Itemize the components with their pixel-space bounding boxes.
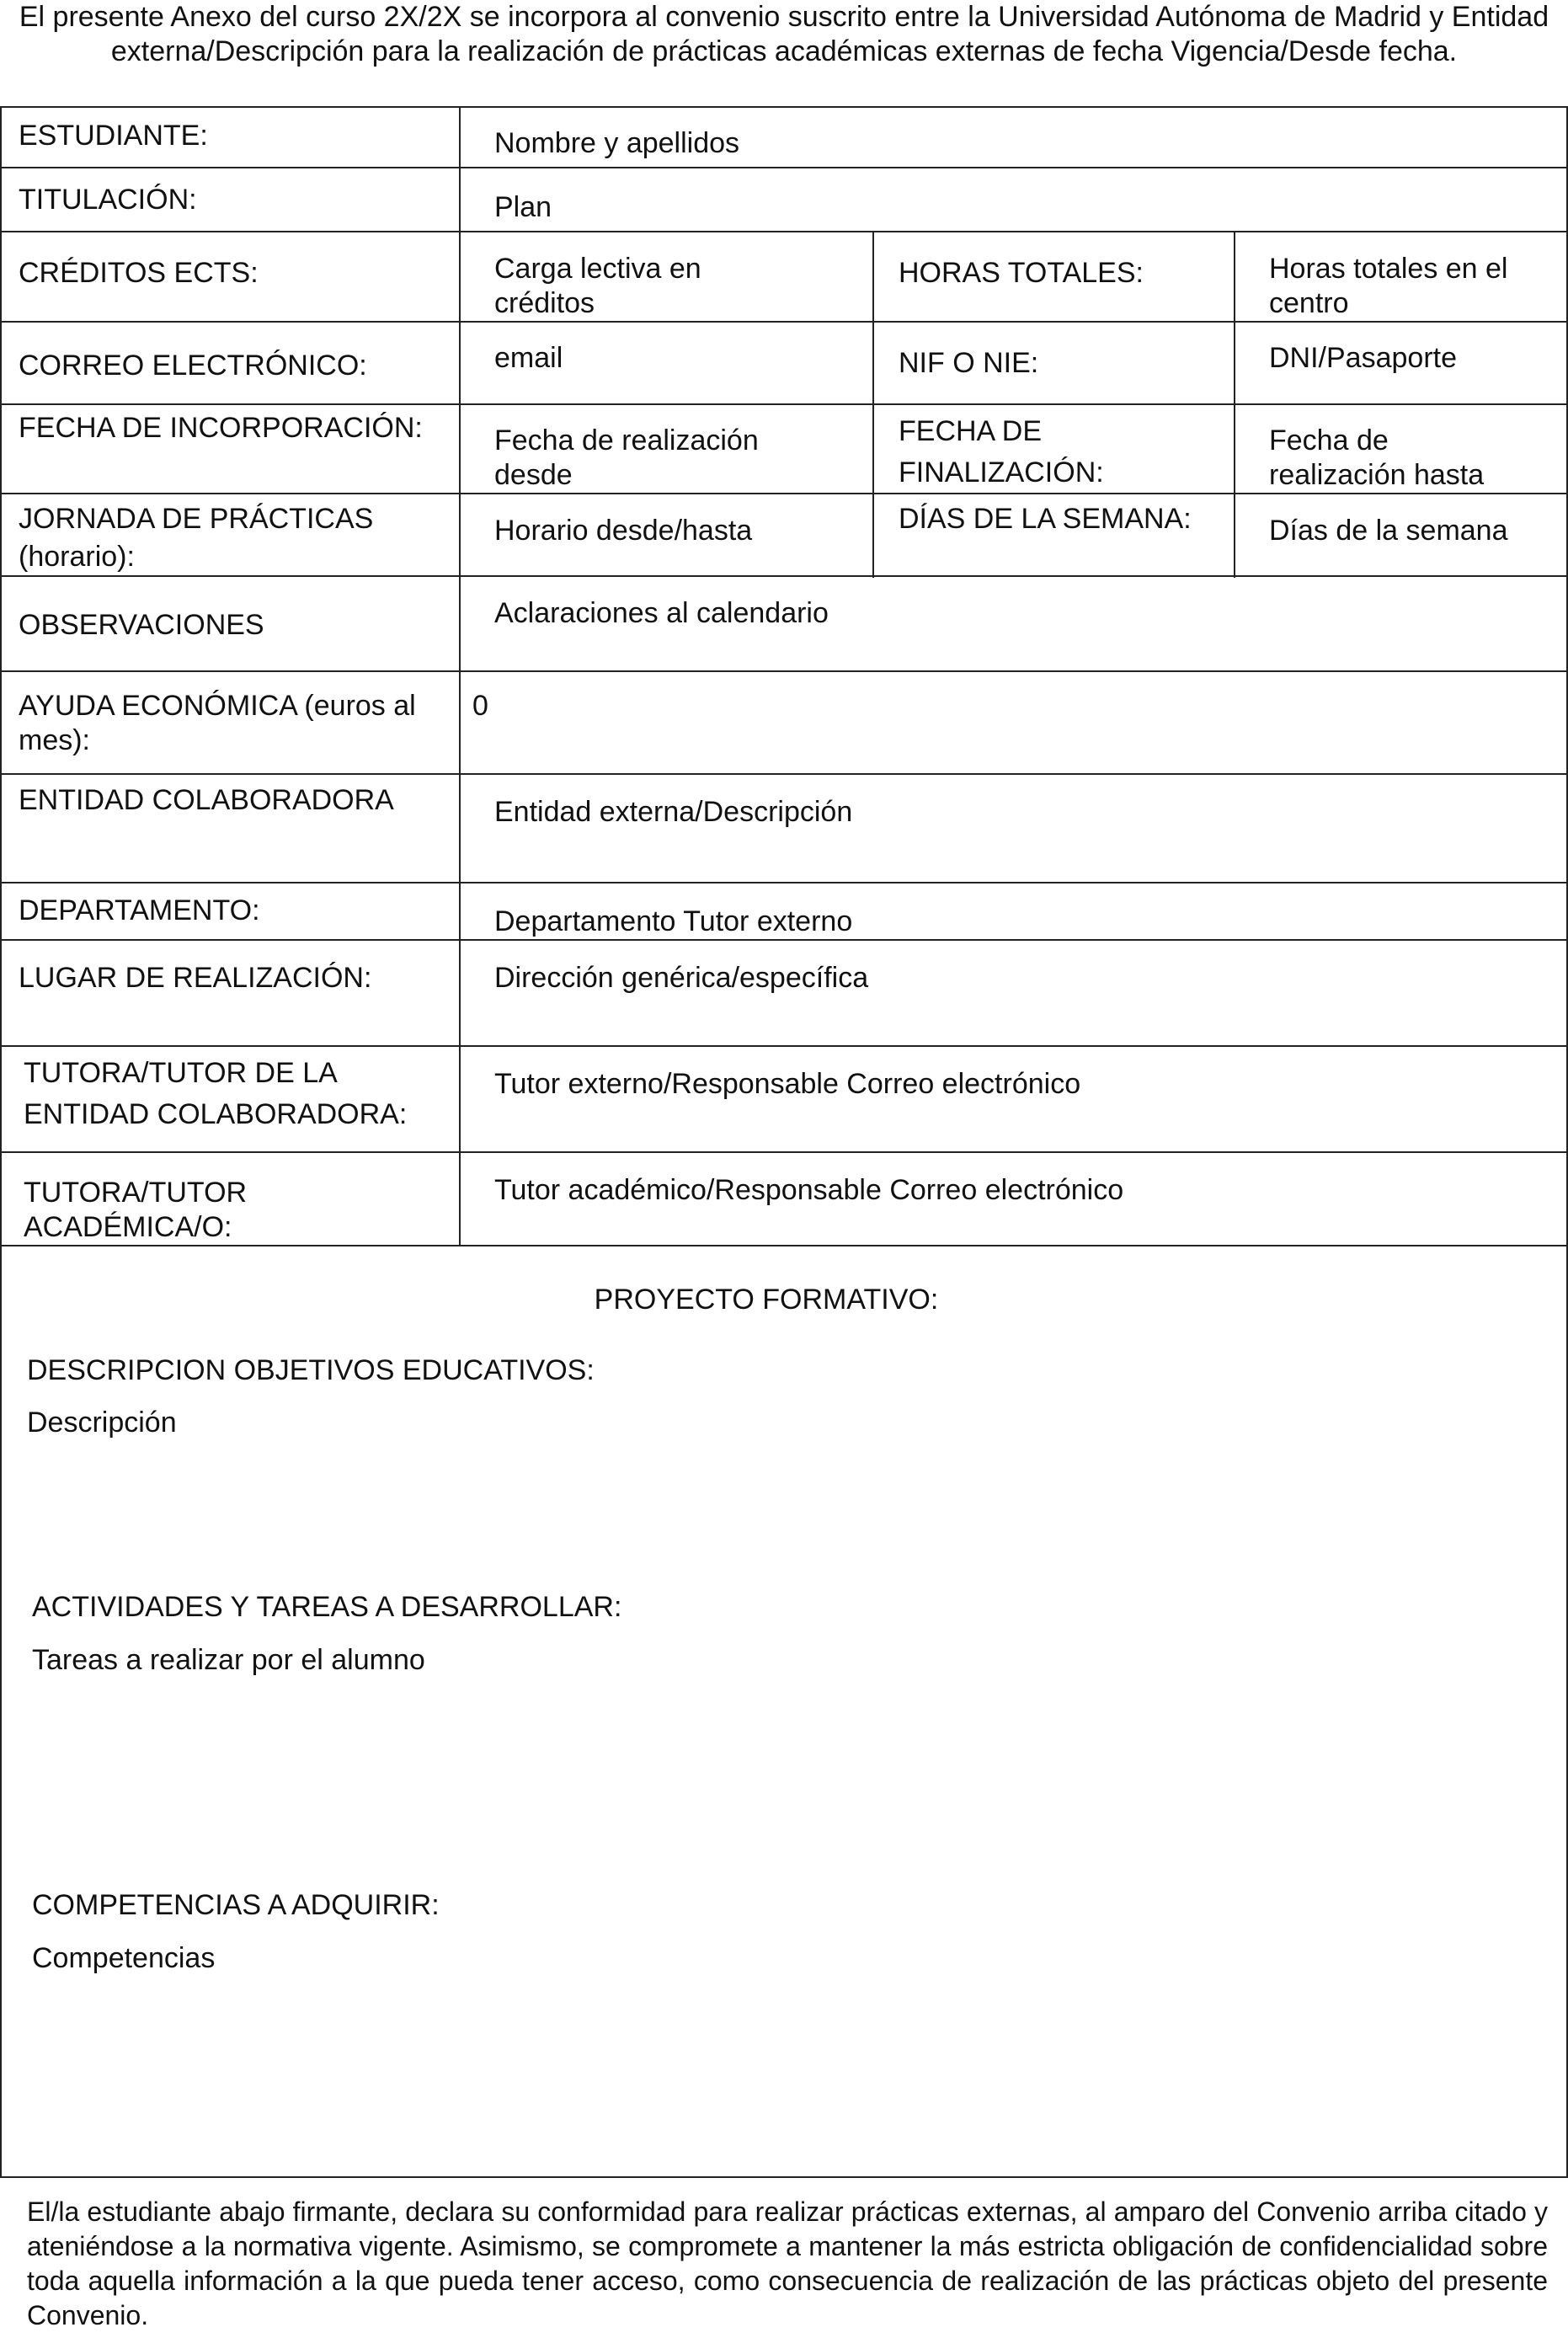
departamento-value: Departamento Tutor externo — [494, 905, 853, 937]
observaciones-label: OBSERVACIONES — [19, 609, 264, 641]
jornada-value: Horario desde/hasta — [494, 515, 753, 547]
horas-label: HORAS TOTALES: — [899, 257, 1144, 289]
titulacion-label: TITULACIÓN: — [19, 184, 197, 216]
ayuda-value: 0 — [472, 690, 488, 722]
correo-value: email — [494, 342, 563, 374]
observaciones-value: Aclaraciones al calendario — [494, 597, 829, 629]
estudiante-label: ESTUDIANTE: — [19, 120, 208, 152]
competencias-value: Competencias — [32, 1942, 216, 1974]
fecha-incorporacion-value: Fecha de realización desde — [494, 424, 759, 491]
dias-label: DÍAS DE LA SEMANA: — [899, 503, 1192, 535]
entidad-value: Entidad externa/Descripción — [494, 796, 853, 828]
lugar-label: LUGAR DE REALIZACIÓN: — [19, 962, 372, 994]
row-divider — [0, 773, 1568, 775]
fecha-finalizacion-value: Fecha de realización hasta — [1269, 424, 1485, 491]
row-divider — [0, 167, 1568, 168]
estudiante-value: Nombre y apellidos — [494, 127, 740, 159]
row-divider — [0, 939, 1568, 941]
titulacion-value: Plan — [494, 191, 552, 223]
row-divider — [0, 1245, 1568, 1246]
row-divider — [0, 403, 1568, 405]
actividades-label: ACTIVIDADES Y TAREAS A DESARROLLAR: — [32, 1591, 622, 1623]
tutor-entidad-value: Tutor externo/Responsable Correo electrónico — [494, 1068, 1081, 1100]
competencias-label: COMPETENCIAS A ADQUIRIR: — [32, 1889, 440, 1921]
footer-declaration: El/la estudiante abajo firmante, declara su conformidad para realizar prácticas externas, al amparo del Convenio arriba citado y ateniéndose a la normativa vigente. Asimismo, se compromete a mantener la más estricta obligación de confidencialidad sobre toda aquella información a la que pueda tener acceso, como consecuencia de realización de las prácticas objeto del presente Convenio. — [27, 2197, 1548, 2330]
row-divider — [0, 1151, 1568, 1153]
intro-paragraph: El presente Anexo del curso 2X/2X se incorpora al convenio suscrito entre la Universidad Autónoma de Madrid y Entidad externa/Descripción para la realización de prácticas académicas externas de fecha Vigencia/Desde fecha. — [19, 1, 1549, 67]
nif-label: NIF O NIE: — [899, 347, 1039, 379]
departamento-label: DEPARTAMENTO: — [19, 894, 260, 926]
row-divider — [0, 670, 1568, 672]
column-divider — [872, 231, 874, 578]
column-divider — [459, 106, 461, 1246]
row-divider — [0, 493, 1568, 494]
jornada-label: JORNADA DE PRÁCTICAS (horario): — [19, 503, 374, 573]
entidad-label: ENTIDAD COLABORADORA — [19, 784, 394, 816]
objetivos-value: Descripción — [27, 1407, 177, 1439]
proyecto-title: PROYECTO FORMATIVO: — [594, 1284, 939, 1316]
dias-value: Días de la semana — [1269, 515, 1508, 547]
nif-value: DNI/Pasaporte — [1269, 342, 1457, 374]
lugar-value: Dirección genérica/específica — [494, 962, 869, 994]
tutor-academico-label: TUTORA/TUTOR ACADÉMICA/O: — [24, 1177, 248, 1243]
creditos-label: CRÉDITOS ECTS: — [19, 257, 259, 289]
tutor-academico-value: Tutor académico/Responsable Correo electrónico — [494, 1174, 1124, 1206]
fecha-finalizacion-label: FECHA DE FINALIZACIÓN: — [899, 415, 1104, 488]
tutor-entidad-label: TUTORA/TUTOR DE LA ENTIDAD COLABORADORA: — [24, 1057, 408, 1130]
row-divider — [0, 1045, 1568, 1047]
correo-label: CORREO ELECTRÓNICO: — [19, 350, 367, 382]
fecha-incorporacion-label: FECHA DE INCORPORACIÓN: — [19, 412, 423, 444]
row-divider — [0, 882, 1568, 883]
row-divider — [0, 321, 1568, 323]
ayuda-label: AYUDA ECONÓMICA (euros al mes): — [19, 690, 416, 756]
objetivos-label: DESCRIPCION OBJETIVOS EDUCATIVOS: — [27, 1354, 595, 1386]
actividades-value: Tareas a realizar por el alumno — [32, 1644, 425, 1676]
creditos-value: Carga lectiva en créditos — [494, 253, 701, 319]
column-divider — [1234, 231, 1235, 578]
horas-value: Horas totales en el centro — [1269, 253, 1508, 319]
row-divider — [0, 231, 1568, 232]
